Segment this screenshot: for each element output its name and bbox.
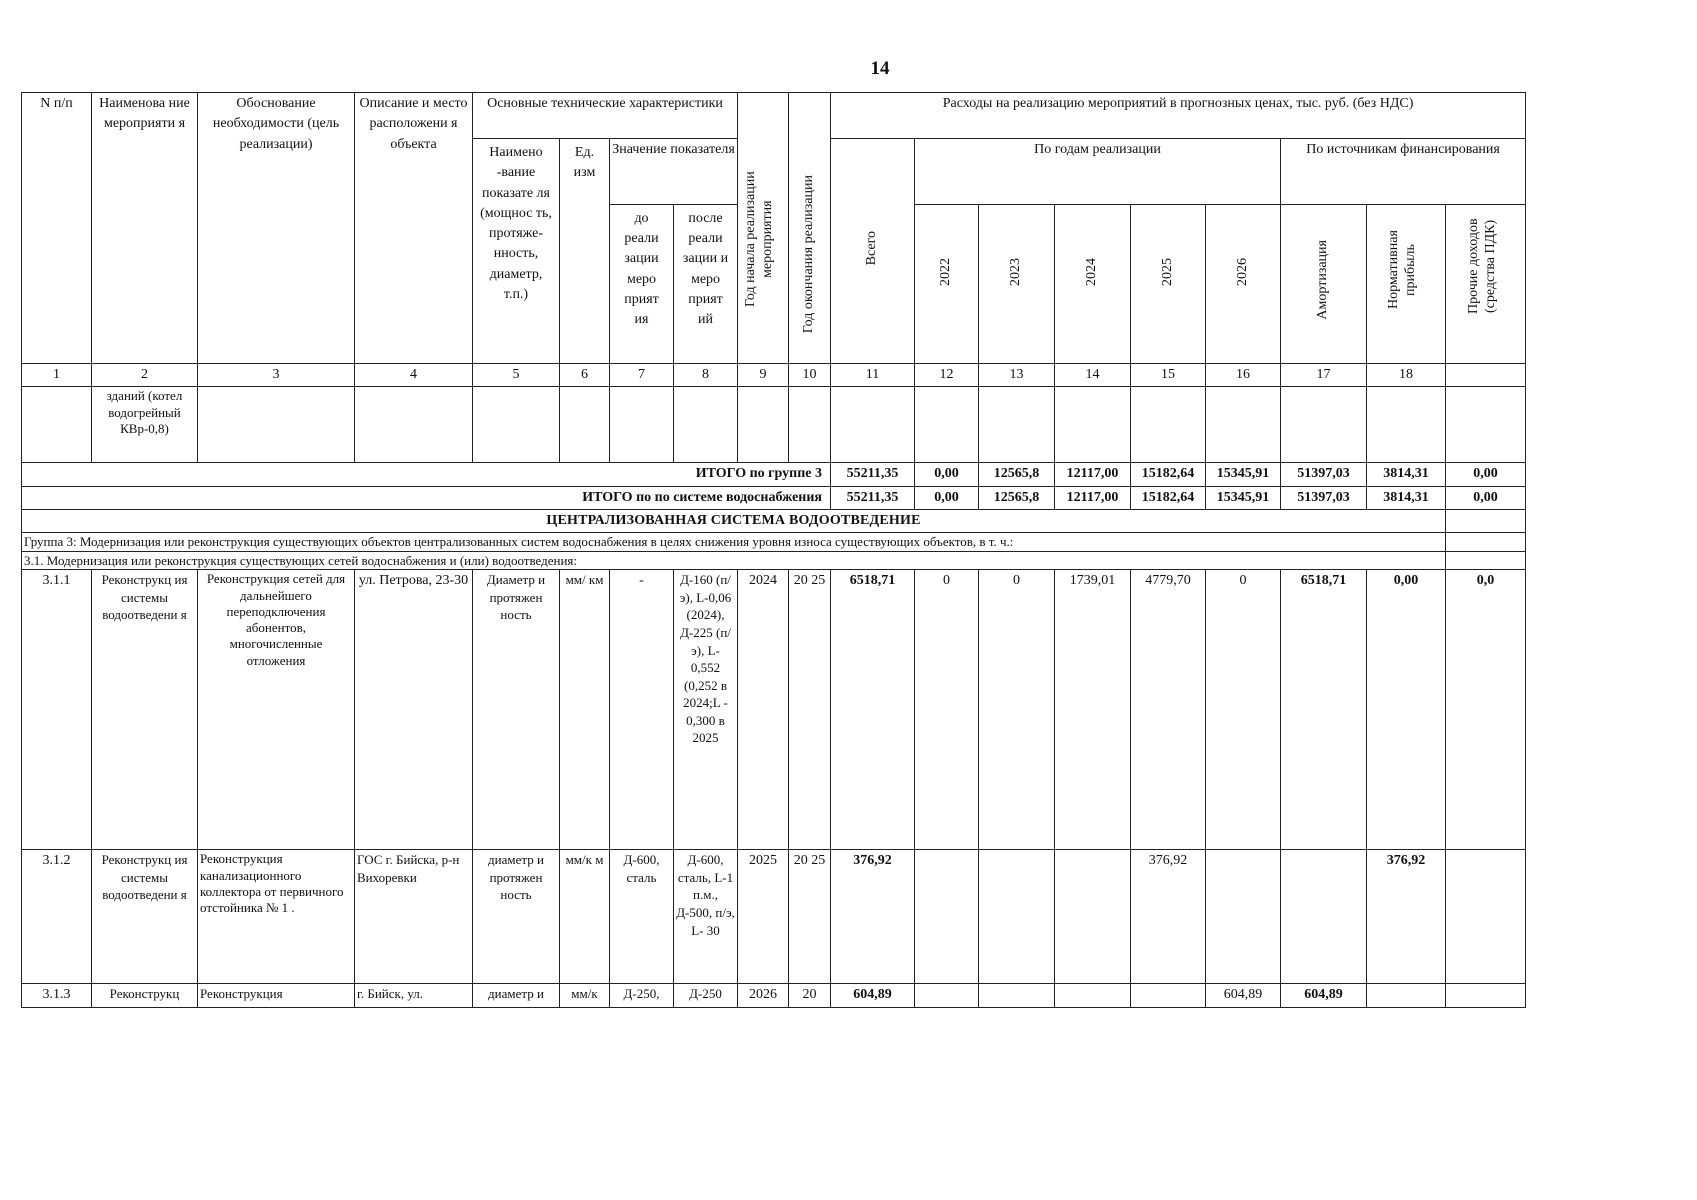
row-desc: ул. Петрова, 23-30 <box>355 570 473 850</box>
header-year-2023 <box>979 204 1055 363</box>
col-num: 13 <box>979 364 1055 387</box>
row-total: 6518,71 <box>831 570 915 850</box>
row-tech-name: диаметр и <box>473 984 560 1007</box>
header-sources: По источникам финансирования <box>1281 139 1526 205</box>
row-desc: ГОС г. Бийска, р-н Вихоревки <box>355 850 473 984</box>
row-before: Д-250, <box>610 984 674 1007</box>
total-value: 3814,31 <box>1367 463 1446 486</box>
total-value: 0,00 <box>1446 463 1526 486</box>
header-total <box>831 139 915 364</box>
row-amort <box>1281 850 1367 984</box>
row-other: 0,0 <box>1446 570 1526 850</box>
row-desc: г. Бийск, ул. <box>355 984 473 1007</box>
header-amort-text: Амортизация <box>1315 240 1331 320</box>
row-n: 3.1.2 <box>22 850 92 984</box>
header-start <box>738 93 789 364</box>
row-unit: мм/к <box>560 984 610 1007</box>
total-value: 12117,00 <box>1055 463 1131 486</box>
header-tech: Основные технические характеристики <box>473 93 738 139</box>
total-value: 15182,64 <box>1131 463 1206 486</box>
col-num: 17 <box>1281 364 1367 387</box>
header-end-text: Год окончания реализации <box>801 175 817 334</box>
row-y2023 <box>979 850 1055 984</box>
row-y2022 <box>915 984 979 1007</box>
row-reason: Реконструкция сетей для дальнейшего переподключения абонентов, многочисленные отложения <box>198 570 355 850</box>
header-other-text: Прочие доходов (средства ПДК) <box>1465 217 1498 314</box>
row-unit: мм/ км <box>560 570 610 850</box>
total-value: 0,00 <box>915 486 979 509</box>
row-start: 2025 <box>738 850 789 984</box>
total-value: 0,00 <box>1446 486 1526 509</box>
row-y2024 <box>1055 850 1131 984</box>
row-other <box>1446 984 1526 1007</box>
total-value: 55211,35 <box>831 486 915 509</box>
row-y2025: 4779,70 <box>1131 570 1206 850</box>
col-num: 3 <box>198 364 355 387</box>
row-name: Реконструкц <box>92 984 198 1007</box>
row-amort: 6518,71 <box>1281 570 1367 850</box>
header-profit-text: Нормативная прибыль <box>1386 230 1418 310</box>
total-value: 15182,64 <box>1131 486 1206 509</box>
col-num: 7 <box>610 364 674 387</box>
header-before: до реали зации меро прият ия <box>610 204 674 363</box>
year-2026: 2026 <box>1234 257 1250 286</box>
row-total: 604,89 <box>831 984 915 1007</box>
header-after: после реали зации и меро прият ий <box>674 204 738 363</box>
row-profit: 376,92 <box>1367 850 1446 984</box>
row-y2024 <box>1055 984 1131 1007</box>
col-num: 1 <box>22 364 92 387</box>
row-name: Реконструкц ия системы водоотведени я <box>92 570 198 850</box>
col-num: 15 <box>1131 364 1206 387</box>
row-reason: Реконструкция канализационного коллектора от первичного отстойника № 1 . <box>198 850 355 984</box>
section-title: ЦЕНТРАЛИЗОВАННАЯ СИСТЕМА ВОДООТВЕДЕНИЕ <box>22 509 1446 532</box>
row-y2025 <box>1131 984 1206 1007</box>
total-row-system <box>22 486 1526 509</box>
group-row <box>22 533 1526 552</box>
row-y2025: 376,92 <box>1131 850 1206 984</box>
row-unit: мм/к м <box>560 850 610 984</box>
total-value: 15345,91 <box>1206 463 1281 486</box>
header-unit: Ед. изм <box>560 139 610 364</box>
row-end: 20 25 <box>789 570 831 850</box>
col-num: 6 <box>560 364 610 387</box>
row-y2023: 0 <box>979 570 1055 850</box>
col-num: 2 <box>92 364 198 387</box>
row-before: - <box>610 570 674 850</box>
col-num: 12 <box>915 364 979 387</box>
header-by-years: По годам реализации <box>915 139 1281 205</box>
row-n: 3.1.1 <box>22 570 92 850</box>
total-label: ИТОГО по по системе водоснабжения <box>22 486 831 509</box>
header-year-2022 <box>915 204 979 363</box>
year-2022: 2022 <box>938 257 954 286</box>
col-num: 8 <box>674 364 738 387</box>
year-2023: 2023 <box>1008 257 1024 286</box>
total-value: 12117,00 <box>1055 486 1131 509</box>
row-y2026: 604,89 <box>1206 984 1281 1007</box>
row-reason: Реконструкция <box>198 984 355 1007</box>
row-y2024: 1739,01 <box>1055 570 1131 850</box>
total-value: 15345,91 <box>1206 486 1281 509</box>
header-n: N п/п <box>22 93 92 364</box>
row-name: Реконструкц ия системы водоотведени я <box>92 850 198 984</box>
row-n: 3.1.3 <box>22 984 92 1007</box>
section-row <box>22 509 1526 532</box>
row-tech-name: Диаметр и протяжен ность <box>473 570 560 850</box>
col-num: 9 <box>738 364 789 387</box>
total-value: 0,00 <box>915 463 979 486</box>
header-year-2025 <box>1131 204 1206 363</box>
header-row-1 <box>22 93 1526 139</box>
row-after: Д-600, сталь, L-1 п.м., Д-500, п/э, L- 30 <box>674 850 738 984</box>
header-tech-name: Наимено -вание показате ля (мощнос ть, протяже- нность, диаметр, т.п.) <box>473 139 560 364</box>
total-value: 3814,31 <box>1367 486 1446 509</box>
row-y2022: 0 <box>915 570 979 850</box>
subgroup-title: 3.1. Модернизация или реконструкция существующих сетей водоснабжения и (или) водоотведения: <box>22 551 1446 570</box>
header-costs: Расходы на реализацию мероприятий в прогнозных ценах, тыс. руб. (без НДС) <box>831 93 1526 139</box>
col-num: 10 <box>789 364 831 387</box>
header-end <box>789 93 831 364</box>
header-amort <box>1281 204 1367 363</box>
header-start-text: Год начала реализации мероприятия <box>743 170 775 307</box>
row-total: 376,92 <box>831 850 915 984</box>
header-profit <box>1367 204 1446 363</box>
row-y2023 <box>979 984 1055 1007</box>
col-num: 4 <box>355 364 473 387</box>
row-amort: 604,89 <box>1281 984 1367 1007</box>
header-other <box>1446 204 1526 363</box>
total-value: 51397,03 <box>1281 486 1367 509</box>
row-profit: 0,00 <box>1367 570 1446 850</box>
row-start: 2024 <box>738 570 789 850</box>
continuation-row <box>22 387 1526 463</box>
header-total-text: Всего <box>864 231 880 266</box>
total-value: 12565,8 <box>979 463 1055 486</box>
total-row-group <box>22 463 1526 486</box>
header-name: Наименова ние мероприяти я <box>92 93 198 364</box>
row-y2026 <box>1206 850 1281 984</box>
row-tech-name: диаметр и протяжен ность <box>473 850 560 984</box>
table-row <box>22 850 1526 984</box>
row-after: Д-250 <box>674 984 738 1007</box>
page-number: 14 <box>870 58 890 79</box>
col-num: 18 <box>1367 364 1446 387</box>
subgroup-row <box>22 551 1526 570</box>
row-end: 20 <box>789 984 831 1007</box>
col-num: 16 <box>1206 364 1281 387</box>
header-reason: Обоснование необходимости (цель реализации) <box>198 93 355 364</box>
total-value: 12565,8 <box>979 486 1055 509</box>
group-title: Группа 3: Модернизация или реконструкция существующих объектов централизованных систем водоснабжения в целях снижения уровня износа существующих объектов, в т. ч.: <box>22 533 1446 552</box>
row-after: Д-160 (п/э), L-0,06 (2024), Д-225 (п/э), L- 0,552 (0,252 в 2024;L - 0,300 в 2025 <box>674 570 738 850</box>
row-profit <box>1367 984 1446 1007</box>
col-num: 14 <box>1055 364 1131 387</box>
table-row <box>22 984 1526 1007</box>
continuation-name: зданий (котел водогрейный КВр-0,8) <box>92 387 198 463</box>
column-numbers-row <box>22 364 1526 387</box>
table-row <box>22 570 1526 850</box>
row-other <box>1446 850 1526 984</box>
row-end: 20 25 <box>789 850 831 984</box>
col-num <box>1446 364 1526 387</box>
col-num: 5 <box>473 364 560 387</box>
year-2024: 2024 <box>1084 257 1100 286</box>
total-value: 51397,03 <box>1281 463 1367 486</box>
header-desc: Описание и место расположени я объекта <box>355 93 473 364</box>
year-2025: 2025 <box>1159 257 1175 286</box>
row-y2026: 0 <box>1206 570 1281 850</box>
col-num: 11 <box>831 364 915 387</box>
row-before: Д-600, сталь <box>610 850 674 984</box>
header-year-2024 <box>1055 204 1131 363</box>
header-year-2026 <box>1206 204 1281 363</box>
header-value: Значение показателя <box>610 139 738 205</box>
total-value: 55211,35 <box>831 463 915 486</box>
row-y2022 <box>915 850 979 984</box>
row-start: 2026 <box>738 984 789 1007</box>
investment-table <box>21 92 1526 1008</box>
total-label: ИТОГО по группе 3 <box>22 463 831 486</box>
